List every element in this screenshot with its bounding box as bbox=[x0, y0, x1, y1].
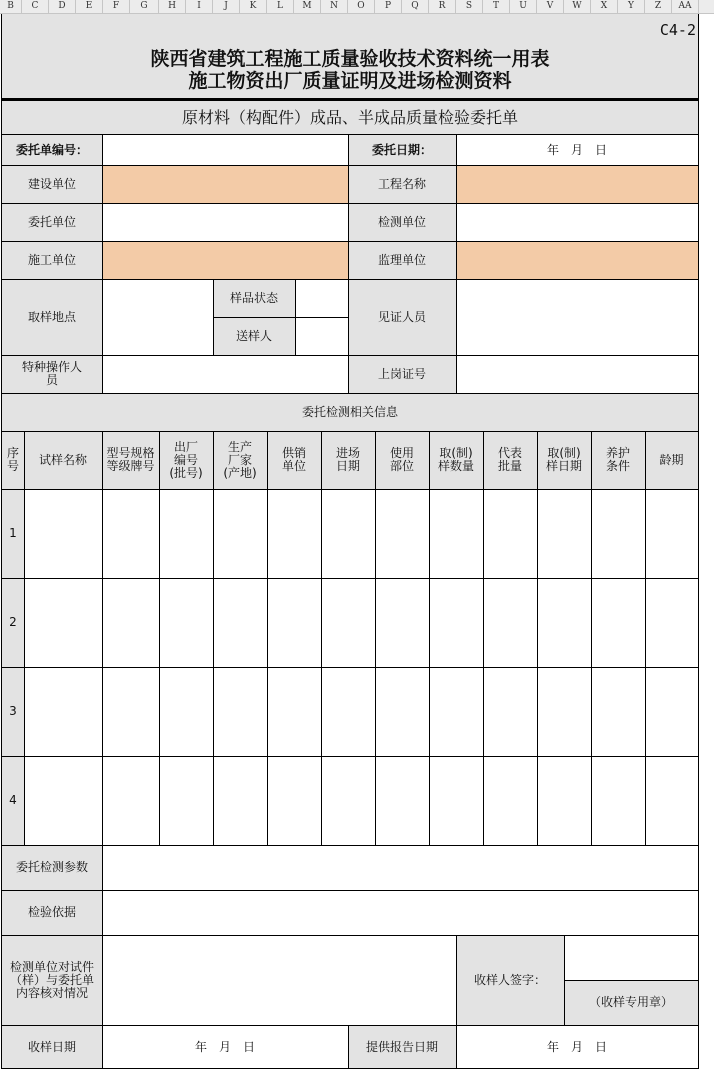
column-header-cell[interactable]: C bbox=[22, 0, 49, 13]
receipt-date-field[interactable]: 年 月 日 bbox=[102, 1025, 348, 1069]
table-header-cell: 取(制)样日期 bbox=[537, 431, 591, 489]
column-header-cell[interactable]: E bbox=[76, 0, 103, 13]
table-header-cell: 养护条件 bbox=[591, 431, 645, 489]
section-header: 委托检测相关信息 bbox=[2, 393, 698, 431]
sample-state-label: 样品状态 bbox=[213, 279, 295, 317]
receiver-sign-label: 收样人签字： bbox=[456, 935, 564, 1025]
test-basis-label: 检验依据 bbox=[2, 890, 102, 935]
column-header-cell[interactable]: T bbox=[483, 0, 510, 13]
builder-unit-label: 施工单位 bbox=[2, 241, 102, 279]
table-header-cell: 取(制)样数量 bbox=[429, 431, 483, 489]
receipt-date-label: 收样日期 bbox=[2, 1025, 102, 1069]
order-date-label: 委托日期： bbox=[348, 135, 456, 165]
table-header-cell: 使用部位 bbox=[375, 431, 429, 489]
receipt-stamp-label: （收样专用章） bbox=[564, 980, 698, 1025]
project-name-label: 工程名称 bbox=[348, 165, 456, 203]
column-header-cell[interactable]: J bbox=[213, 0, 240, 13]
table-header-cell: 龄期 bbox=[645, 431, 698, 489]
row-number: 3 bbox=[2, 667, 24, 756]
row-number: 2 bbox=[2, 578, 24, 667]
table-header-cell: 代表批量 bbox=[483, 431, 537, 489]
witness-label: 见证人员 bbox=[348, 279, 456, 355]
column-header-cell[interactable]: K bbox=[240, 0, 267, 13]
table-header-cell: 序号 bbox=[2, 431, 24, 489]
table-header-cell: 型号规格等级牌号 bbox=[102, 431, 159, 489]
column-header-cell[interactable]: Q bbox=[402, 0, 429, 13]
form-code: C4-2 bbox=[659, 21, 696, 39]
table-header-cell: 出厂编号(批号) bbox=[159, 431, 213, 489]
testing-unit-label: 检测单位 bbox=[348, 203, 456, 241]
column-header-cell[interactable]: H bbox=[159, 0, 186, 13]
column-header-cell[interactable]: O bbox=[348, 0, 375, 13]
table-header-cell: 生产厂家(产地) bbox=[213, 431, 267, 489]
table-header-cell: 供销单位 bbox=[267, 431, 321, 489]
column-header-cell[interactable]: L bbox=[267, 0, 294, 13]
row-number: 1 bbox=[2, 489, 24, 578]
report-date-label: 提供报告日期 bbox=[348, 1025, 456, 1069]
table-header-cell: 进场日期 bbox=[321, 431, 375, 489]
table-header-cell: 试样名称 bbox=[24, 431, 102, 489]
column-header-cell[interactable]: B bbox=[0, 0, 22, 13]
column-header-cell[interactable]: D bbox=[49, 0, 76, 13]
check-status-label: 检测单位对试件（样）与委托单内容核对情况 bbox=[2, 935, 102, 1025]
column-header-cell[interactable]: X bbox=[591, 0, 618, 13]
report-date-field[interactable]: 年 月 日 bbox=[456, 1025, 698, 1069]
test-params-label: 委托检测参数 bbox=[2, 845, 102, 890]
column-header-cell[interactable]: P bbox=[375, 0, 402, 13]
column-header-cell[interactable]: I bbox=[186, 0, 213, 13]
form-title-line2: 施工物资出厂质量证明及进场检测资料 bbox=[188, 70, 512, 92]
supervision-unit-label: 监理单位 bbox=[348, 241, 456, 279]
client-unit-label: 委托单位 bbox=[2, 203, 102, 241]
sender-label: 送样人 bbox=[213, 317, 295, 355]
column-header-cell[interactable]: V bbox=[537, 0, 564, 13]
column-header-cell[interactable]: R bbox=[429, 0, 456, 13]
column-header-cell[interactable]: W bbox=[564, 0, 591, 13]
column-header-cell[interactable]: S bbox=[456, 0, 483, 13]
column-header-cell[interactable]: Y bbox=[618, 0, 645, 13]
column-header-cell[interactable]: F bbox=[103, 0, 130, 13]
construction-unit-label: 建设单位 bbox=[2, 165, 102, 203]
column-header-cell[interactable]: M bbox=[294, 0, 321, 13]
special-operator-label: 特种操作人员 bbox=[2, 355, 102, 393]
order-number-label: 委托单编号： bbox=[2, 135, 102, 165]
row-number: 4 bbox=[2, 756, 24, 845]
column-header-cell[interactable]: AA bbox=[672, 0, 699, 13]
column-header-cell[interactable]: G bbox=[130, 0, 159, 13]
column-header-cell[interactable]: U bbox=[510, 0, 537, 13]
order-date-field[interactable]: 年 月 日 bbox=[456, 135, 698, 165]
column-header-cell[interactable]: Z bbox=[645, 0, 672, 13]
form-subtitle: 原材料（构配件）成品、半成品质量检验委托单 bbox=[181, 108, 518, 127]
sampling-site-label: 取样地点 bbox=[2, 279, 102, 355]
column-header-cell[interactable]: N bbox=[321, 0, 348, 13]
form-title-line1: 陕西省建筑工程施工质量验收技术资料统一用表 bbox=[150, 48, 550, 70]
post-cert-label: 上岗证号 bbox=[348, 355, 456, 393]
